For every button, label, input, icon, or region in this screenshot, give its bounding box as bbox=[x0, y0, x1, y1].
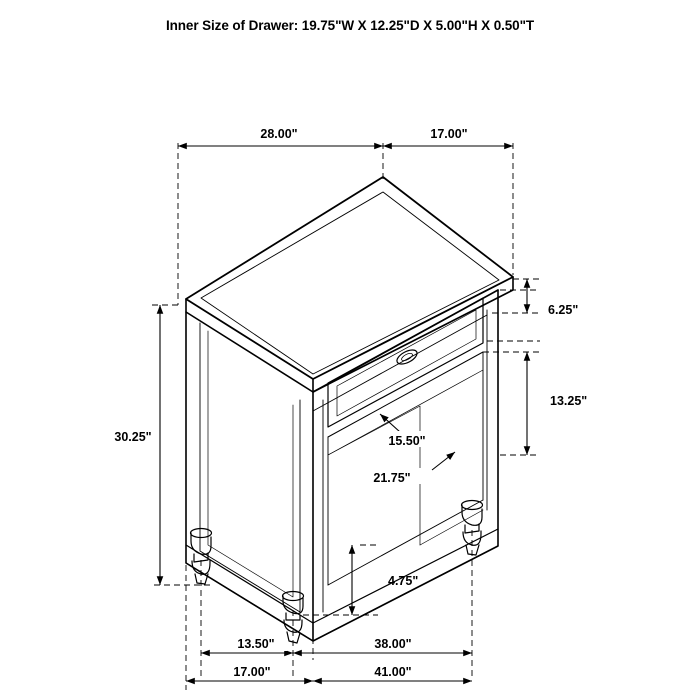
dim-leader-2175 bbox=[432, 452, 455, 470]
dim-leader-1550 bbox=[380, 414, 400, 432]
leg-right bbox=[462, 501, 483, 556]
dim-label-overall-height: 30.25" bbox=[114, 430, 152, 444]
dim-label-inner-width: 21.75" bbox=[373, 471, 411, 485]
dim-label-top-thickness: 6.25" bbox=[548, 303, 579, 317]
front-rail-under-top bbox=[313, 315, 487, 411]
dim-label-base-width: 41.00" bbox=[374, 665, 412, 679]
page-title: Inner Size of Drawer: 19.75"W X 12.25"D X 5.00"H X 0.50"T bbox=[165, 18, 535, 33]
dim-label-top-depth-right: 17.00" bbox=[430, 127, 468, 141]
drawer-pull-knob bbox=[395, 347, 419, 367]
shelf-bottom-rail bbox=[328, 500, 483, 585]
dim-label-leg-spacing-left: 13.50" bbox=[237, 637, 275, 651]
cavity-back-bottom bbox=[420, 510, 483, 545]
dim-label-drawer-height: 13.25" bbox=[550, 394, 588, 408]
dimension-extension-lines bbox=[150, 143, 540, 690]
dim-label-base-depth: 17.00" bbox=[233, 665, 271, 679]
nightstand-outline bbox=[186, 177, 513, 643]
table-top-inner-reveal bbox=[201, 192, 499, 374]
dim-label-top-width-left: 28.00" bbox=[260, 127, 298, 141]
case-right-panel bbox=[313, 290, 498, 641]
top-front-left-edge bbox=[186, 299, 313, 392]
dim-label-leg-height: 4.75" bbox=[388, 574, 419, 588]
bottom-apron-top bbox=[186, 529, 498, 623]
dim-label-inner-opening: 15.50" bbox=[388, 434, 426, 448]
shelf-rail-top bbox=[328, 352, 483, 437]
left-panel-inner-frame bbox=[200, 323, 300, 612]
dim-label-leg-spacing-right: 38.00" bbox=[374, 637, 412, 651]
